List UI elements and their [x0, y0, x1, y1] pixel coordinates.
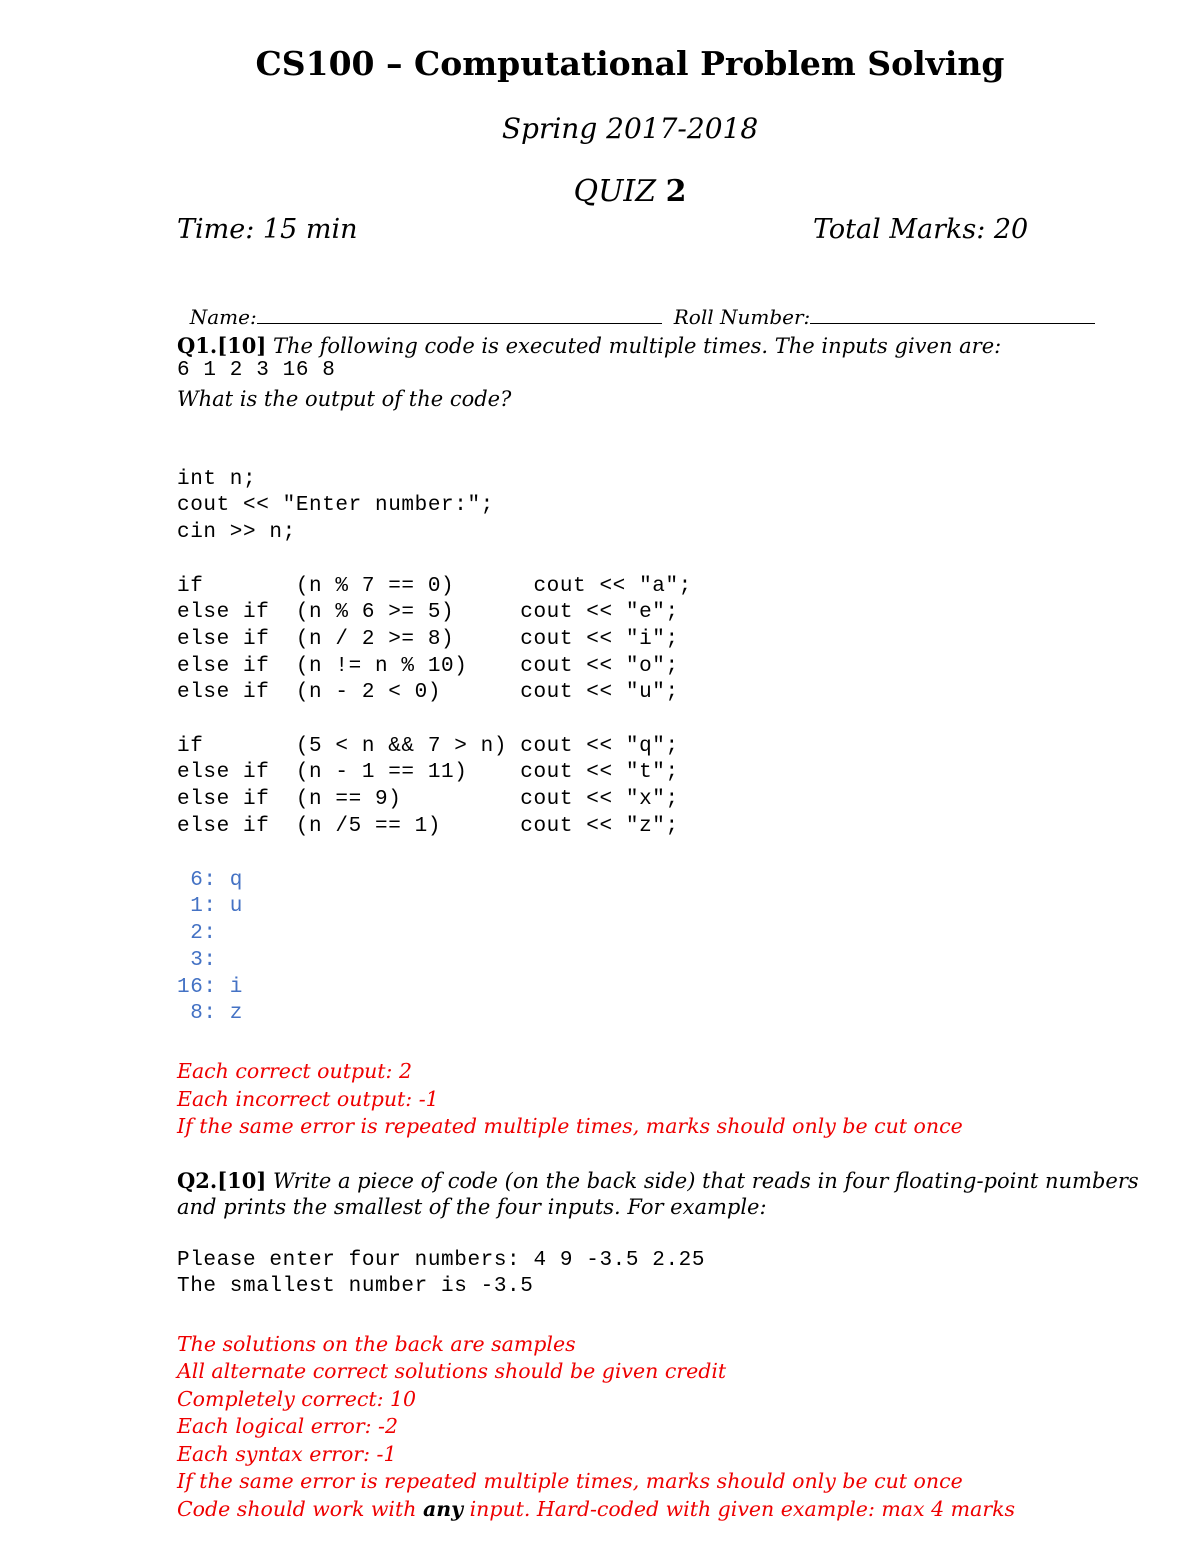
- emphasis-any: any: [422, 1496, 464, 1521]
- q1-prompt: The following code is executed multiple times. The inputs given are:: [273, 334, 1002, 358]
- example-line: Please enter four numbers: 4 9 -3.5 2.25: [177, 1248, 706, 1272]
- q2-prompt-line2: and prints the smallest of the four inputs. For example:: [177, 1195, 767, 1219]
- q1-heading: [177, 333, 1001, 358]
- answer-line: 8: z: [177, 1002, 244, 1026]
- marking-line: If the same error is repeated multiple times, marks should only be cut once: [177, 1113, 963, 1138]
- marking-line: Each syntax error: -1: [177, 1441, 397, 1466]
- total-marks: Total Marks: 20: [813, 214, 1029, 245]
- roll-number-line[interactable]: [810, 303, 1095, 324]
- quiz-label: QUIZ: [573, 174, 657, 209]
- q2-marks: [10]: [217, 1168, 267, 1193]
- name-line[interactable]: [257, 303, 662, 324]
- answer-line: 6: q: [177, 868, 244, 892]
- code-line: else if (n % 6 >= 5) cout << "e";: [177, 601, 679, 625]
- code-line: else if (n / 2 >= 8) cout << "i";: [177, 627, 679, 651]
- q2-marking-scheme: [177, 1303, 1015, 1551]
- q2-label: Q2.: [177, 1168, 218, 1193]
- code-line: else if (n - 1 == 11) cout << "t";: [177, 761, 679, 785]
- example-line: The smallest number is -3.5: [177, 1275, 534, 1299]
- marking-line: All alternate correct solutions should be given credit: [177, 1359, 727, 1383]
- marking-line: Each incorrect output: -1: [177, 1086, 439, 1111]
- q2-heading: [177, 1168, 1139, 1193]
- code-line: cin >> n;: [177, 521, 296, 545]
- code-line: int n;: [177, 467, 257, 491]
- q1-code-block: [177, 440, 692, 867]
- roll-label: Roll Number:: [673, 305, 811, 329]
- code-line: cout << "Enter number:";: [177, 494, 494, 518]
- code-line: if (n % 7 == 0) cout << "a";: [177, 574, 692, 598]
- answer-line: 16: i: [177, 975, 244, 999]
- marking-line-last: Code should work with any input. Hard-coded with given example: max 4 marks: [177, 1496, 1016, 1521]
- name-field[interactable]: [177, 279, 662, 329]
- code-line: [177, 547, 692, 574]
- term: Spring 2017-2018: [501, 112, 759, 145]
- code-line: else if (n != n % 10) cout << "o";: [177, 654, 679, 678]
- roll-number-field[interactable]: [661, 279, 1095, 329]
- answer-line: 3:: [177, 948, 217, 972]
- quiz-number: 2: [665, 174, 687, 209]
- marking-line: Completely correct: 10: [177, 1386, 417, 1411]
- answer-line: 2:: [177, 922, 217, 946]
- code-line: if (5 < n && 7 > n) cout << "q";: [177, 734, 679, 758]
- code-line: else if (n /5 == 1) cout << "z";: [177, 814, 679, 838]
- name-label: Name:: [189, 305, 257, 329]
- q1-answers: [177, 841, 243, 1055]
- q2-prompt-line1: Write a piece of code (on the back side) that reads in four floating-point numbers: [273, 1169, 1139, 1193]
- q1-label: Q1.: [177, 333, 218, 358]
- course-title: CS100 – Computational Problem Solving: [255, 44, 1005, 83]
- code-line: [177, 707, 692, 734]
- marking-line: Each logical error: -2: [177, 1414, 399, 1438]
- answer-line: 1: u: [177, 895, 244, 919]
- code-line: else if (n - 2 < 0) cout << "u";: [177, 681, 679, 705]
- marking-line: Each correct output: 2: [177, 1059, 412, 1084]
- q1-question: What is the output of the code?: [177, 387, 512, 411]
- time-limit: Time: 15 min: [177, 214, 358, 245]
- q1-inputs: 6 1 2 3 16 8: [177, 359, 336, 382]
- marking-line: If the same error is repeated multiple times, marks should only be cut once: [177, 1469, 963, 1493]
- marking-line: The solutions on the back are samples: [177, 1331, 576, 1356]
- q1-marking-scheme: [177, 1031, 963, 1167]
- code-line: else if (n == 9) cout << "x";: [177, 788, 679, 812]
- quiz-heading: [0, 174, 1200, 209]
- q1-marks: [10]: [217, 333, 267, 358]
